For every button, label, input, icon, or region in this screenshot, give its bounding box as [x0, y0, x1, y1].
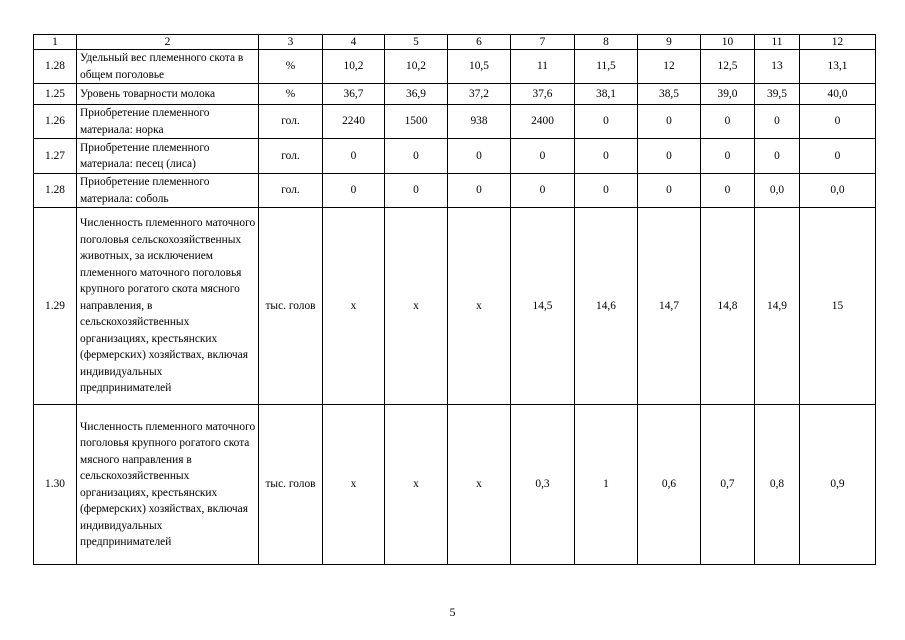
- value-cell: 0: [638, 174, 701, 208]
- value-cell: 0: [575, 105, 638, 139]
- row-number: 1.27: [34, 139, 77, 174]
- value-cell: 0,9: [800, 405, 876, 565]
- value-cell: 0: [638, 139, 701, 174]
- indicator-name: Уровень товарности молока: [77, 84, 259, 105]
- value-cell: 15: [800, 208, 876, 405]
- value-cell: 2240: [323, 105, 385, 139]
- value-cell: 0,0: [755, 174, 800, 208]
- row-number: 1.26: [34, 105, 77, 139]
- value-cell: 0: [800, 139, 876, 174]
- value-cell: 40,0: [800, 84, 876, 105]
- value-cell: 0,6: [638, 405, 701, 565]
- value-cell: 2400: [511, 105, 575, 139]
- header-cell: 2: [77, 35, 259, 50]
- unit-cell: тыс. голов: [259, 208, 323, 405]
- table-row: [34, 105, 876, 139]
- value-cell: 0: [701, 139, 755, 174]
- value-cell: 0: [575, 139, 638, 174]
- value-cell: 14,6: [575, 208, 638, 405]
- table-row: [34, 208, 876, 405]
- header-cell: 11: [755, 35, 800, 50]
- indicator-name: Численность племенного маточного поголовья крупного рогатого скота мясного направления в сельскохозяйственных организациях, крестьянских (фермерских) хозяйствах, включая индивидуальных предпринимателей: [77, 405, 259, 565]
- value-cell: 10,2: [323, 50, 385, 84]
- indicator-name: Удельный вес племенного скота в общем поголовье: [77, 50, 259, 84]
- value-cell: 38,5: [638, 84, 701, 105]
- value-cell: 12: [638, 50, 701, 84]
- value-cell: 0: [323, 139, 385, 174]
- value-cell: х: [385, 208, 448, 405]
- value-cell: 0: [575, 174, 638, 208]
- indicator-name: Численность племенного маточного поголовья сельскохозяйственных животных, за исключением племенного маточного поголовья крупного рогатого скота мясного направления, в сельскохозяйственных организациях, крестьянских (фермерских) хозяйствах, включая индивидуальных предпринимателей: [77, 208, 259, 405]
- value-cell: 10,5: [448, 50, 511, 84]
- value-cell: х: [448, 208, 511, 405]
- value-cell: 39,0: [701, 84, 755, 105]
- value-cell: 13: [755, 50, 800, 84]
- header-cell: 1: [34, 35, 77, 50]
- table-row: [34, 405, 876, 565]
- value-cell: 0: [701, 174, 755, 208]
- value-cell: 12,5: [701, 50, 755, 84]
- value-cell: 0,0: [800, 174, 876, 208]
- unit-cell: %: [259, 84, 323, 105]
- value-cell: 14,8: [701, 208, 755, 405]
- value-cell: 938: [448, 105, 511, 139]
- header-cell: 7: [511, 35, 575, 50]
- row-number: 1.28: [34, 50, 77, 84]
- unit-cell: %: [259, 50, 323, 84]
- header-row: [34, 35, 876, 50]
- unit-cell: тыс. голов: [259, 405, 323, 565]
- header-cell: 3: [259, 35, 323, 50]
- row-number: 1.28: [34, 174, 77, 208]
- value-cell: 14,5: [511, 208, 575, 405]
- value-cell: х: [385, 405, 448, 565]
- value-cell: 0: [511, 174, 575, 208]
- indicators-table: [33, 34, 876, 565]
- table-row: [34, 84, 876, 105]
- value-cell: 13,1: [800, 50, 876, 84]
- unit-cell: гол.: [259, 139, 323, 174]
- header-cell: 12: [800, 35, 876, 50]
- value-cell: 1500: [385, 105, 448, 139]
- table-row: [34, 50, 876, 84]
- header-cell: 5: [385, 35, 448, 50]
- value-cell: 11: [511, 50, 575, 84]
- indicator-name: Приобретение племенного материала: песец (лиса): [77, 139, 259, 174]
- value-cell: 1: [575, 405, 638, 565]
- value-cell: 36,7: [323, 84, 385, 105]
- value-cell: 0: [385, 174, 448, 208]
- value-cell: 0: [755, 105, 800, 139]
- table-row: [34, 174, 876, 208]
- value-cell: 0,3: [511, 405, 575, 565]
- row-number: 1.25: [34, 84, 77, 105]
- value-cell: 39,5: [755, 84, 800, 105]
- indicator-name: Приобретение племенного материала: норка: [77, 105, 259, 139]
- value-cell: 10,2: [385, 50, 448, 84]
- value-cell: 14,7: [638, 208, 701, 405]
- value-cell: 14,9: [755, 208, 800, 405]
- header-cell: 10: [701, 35, 755, 50]
- value-cell: 0: [448, 174, 511, 208]
- row-number: 1.29: [34, 208, 77, 405]
- table-row: [34, 139, 876, 174]
- header-cell: 8: [575, 35, 638, 50]
- value-cell: 37,2: [448, 84, 511, 105]
- unit-cell: гол.: [259, 105, 323, 139]
- value-cell: х: [323, 405, 385, 565]
- value-cell: 0: [323, 174, 385, 208]
- header-cell: 6: [448, 35, 511, 50]
- header-cell: 4: [323, 35, 385, 50]
- unit-cell: гол.: [259, 174, 323, 208]
- value-cell: 36,9: [385, 84, 448, 105]
- indicator-name: Приобретение племенного материала: соболь: [77, 174, 259, 208]
- value-cell: 0,7: [701, 405, 755, 565]
- value-cell: 0: [755, 139, 800, 174]
- value-cell: 0: [638, 105, 701, 139]
- value-cell: 11,5: [575, 50, 638, 84]
- value-cell: 0: [800, 105, 876, 139]
- page-number: 5: [449, 605, 456, 619]
- row-number: 1.30: [34, 405, 77, 565]
- value-cell: 0: [448, 139, 511, 174]
- value-cell: 0: [385, 139, 448, 174]
- value-cell: 0,8: [755, 405, 800, 565]
- value-cell: х: [323, 208, 385, 405]
- value-cell: 38,1: [575, 84, 638, 105]
- value-cell: 37,6: [511, 84, 575, 105]
- value-cell: 0: [701, 105, 755, 139]
- value-cell: х: [448, 405, 511, 565]
- value-cell: 0: [511, 139, 575, 174]
- header-cell: 9: [638, 35, 701, 50]
